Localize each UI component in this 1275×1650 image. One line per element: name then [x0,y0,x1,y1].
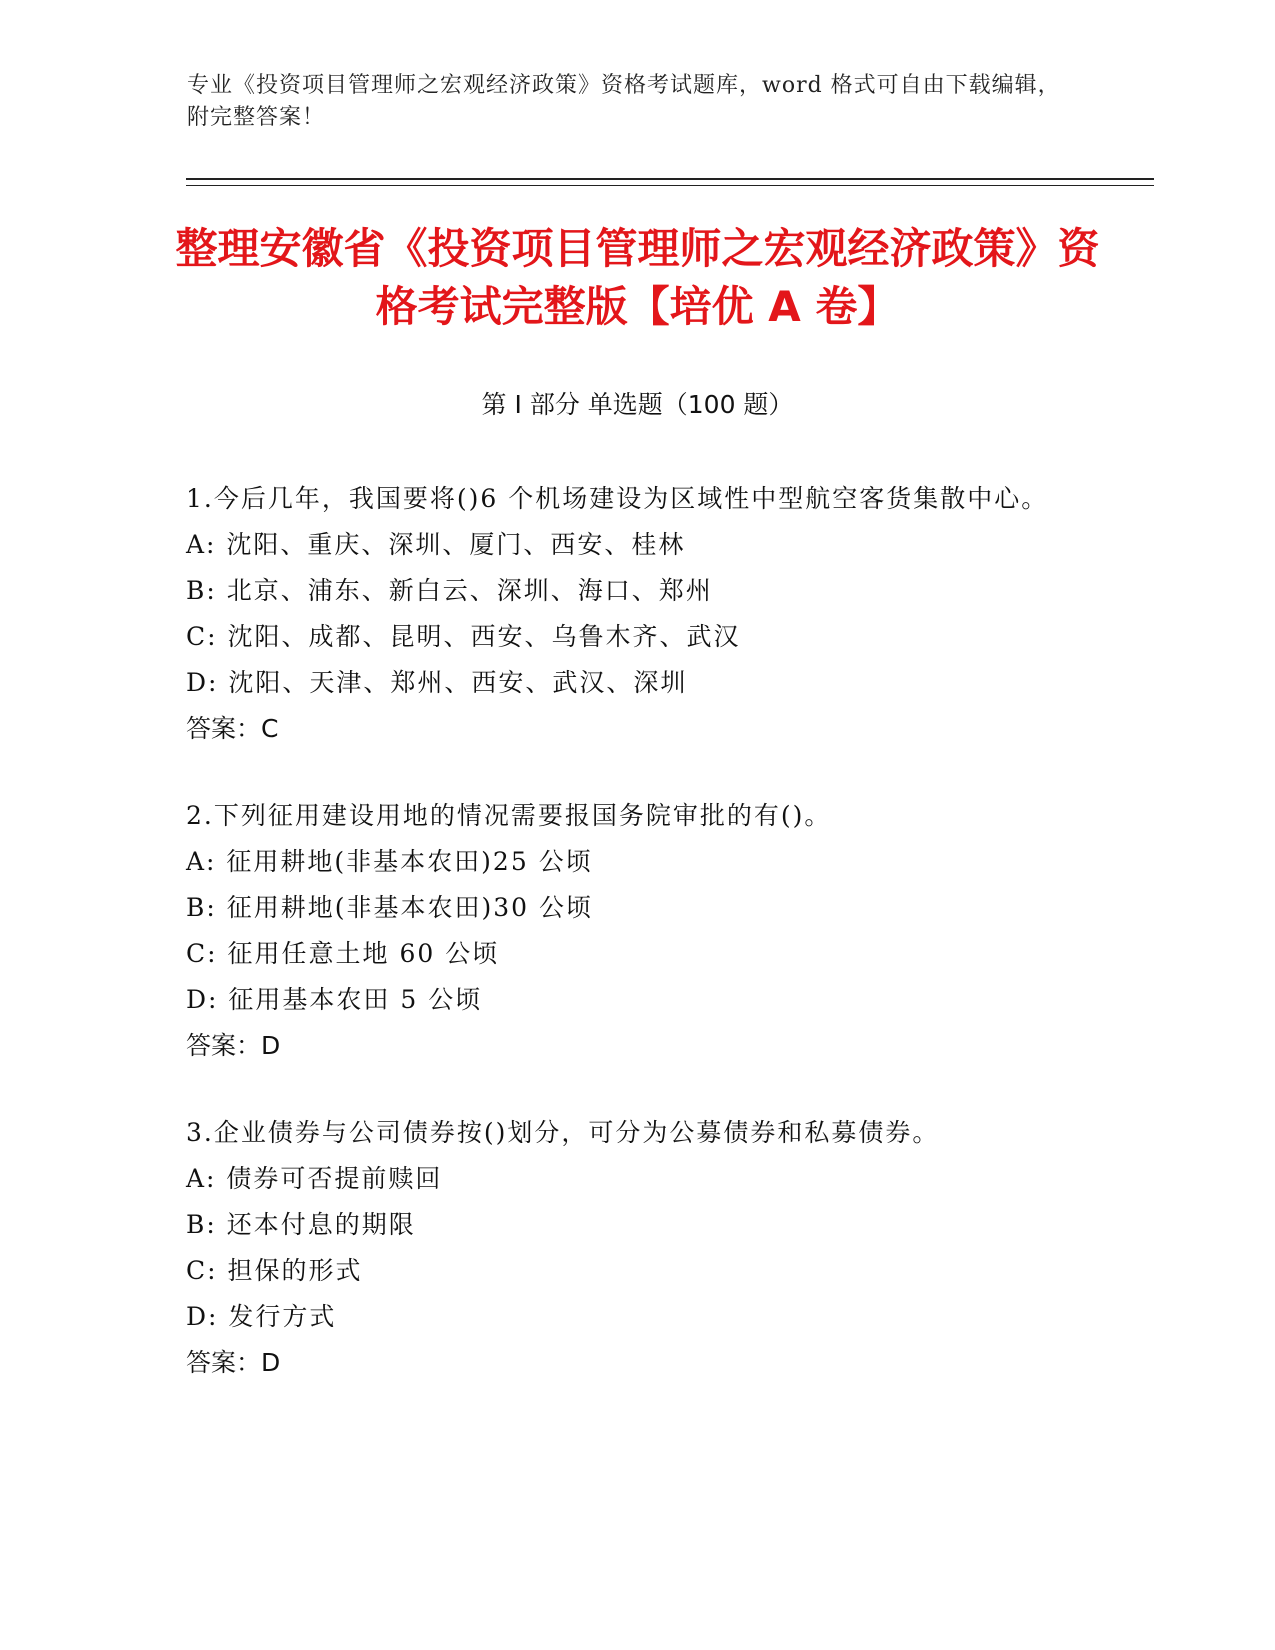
document-title: 整理安徽省《投资项目管理师之宏观经济政策》资格考试完整版【培优 A 卷】 [175,224,1100,331]
header-divider-thin [186,185,1154,186]
question-text: 2.下列征用建设用地的情况需要报国务院审批的有()。 [186,801,832,830]
question-list [186,476,1086,1427]
option-c: C: 沈阳、成都、昆明、西安、乌鲁木齐、武汉 [186,622,741,651]
header-note: 专业《投资项目管理师之宏观经济政策》资格考试题库，word 格式可自由下载编辑，附完整答案！ [187,73,1061,130]
option-b: B: 征用耕地(非基本农田)30 公顷 [186,893,594,922]
header-divider [186,178,1154,180]
option-c: C: 征用任意土地 60 公顷 [186,939,500,968]
question-text: 1.今后几年，我国要将()6 个机场建设为区域性中型航空客货集散中心。 [186,484,1049,513]
question-text: 3.企业债券与公司债券按()划分，可分为公募债券和私募债券。 [186,1118,940,1147]
question-2 [186,793,1086,1069]
answer: 答案：C [186,714,279,743]
option-c: C: 担保的形式 [186,1256,363,1285]
option-d: D: 沈阳、天津、郑州、西安、武汉、深圳 [186,668,688,697]
question-1 [186,476,1086,752]
section-title: 第 I 部分 单选题（100 题） [481,390,794,419]
option-d: D: 征用基本农田 5 公顷 [186,985,483,1014]
option-d: D: 发行方式 [186,1302,337,1331]
option-a: A: 征用耕地(非基本农田)25 公顷 [186,847,593,876]
question-3 [186,1110,1086,1386]
option-b: B: 还本付息的期限 [186,1210,416,1239]
answer: 答案：D [186,1348,281,1377]
option-a: A: 债券可否提前赎回 [186,1164,443,1193]
option-b: B: 北京、浦东、新白云、深圳、海口、郑州 [186,576,713,605]
option-a: A: 沈阳、重庆、深圳、厦门、西安、桂林 [186,530,686,559]
answer: 答案：D [186,1031,281,1060]
